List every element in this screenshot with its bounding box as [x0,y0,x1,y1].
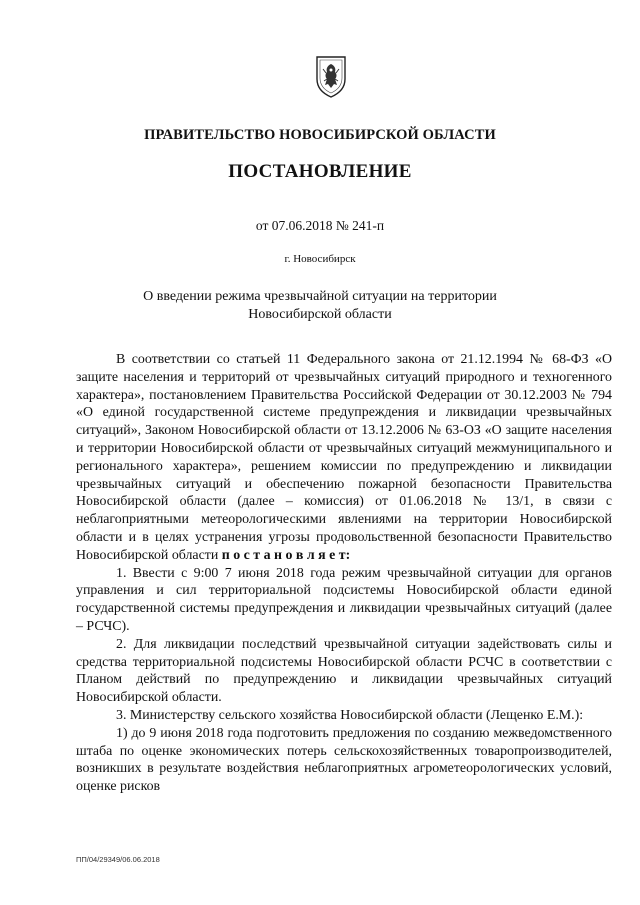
organization-name: ПРАВИТЕЛЬСТВО НОВОСИБИРСКОЙ ОБЛАСТИ [144,127,496,143]
document-subject [0,288,640,324]
footer-code: ПП/04/29349/06.06.2018 [76,855,160,864]
preamble-paragraph [76,351,612,565]
item-1: 1. Ввести с 9:00 7 июня 2018 года режим чрезвычайной ситуации для органов управления и сил территориальной подсистемы Новосибирской области единой государственной системы предупреждения и ликвидации чрезвычайных ситуаций (далее – РСЧС). [76,565,612,634]
document-body [76,351,612,796]
document-type: ПОСТАНОВЛЕНИЕ [228,161,412,182]
item-3: 3. Министерству сельского хозяйства Новосибирской области (Лещенко Е.М.): [116,707,584,723]
coat-of-arms-icon [314,55,348,99]
subject-line-1: О введении режима чрезвычайной ситуации на территории [143,289,497,304]
subject-line-2: Новосибирской области [248,307,392,322]
item-3-1: 1) до 9 июня 2018 года подготовить предложения по созданию межведомственного штаба по оценке экономических потерь сельскохозяйственных товаропроизводителей, возникших в результате воздействия неблагоприятных агрометеорологических условий, оценке рисков [76,725,612,795]
item-2: 2. Для ликвидации последствий чрезвычайной ситуации задействовать силы и средства территориальной подсистемы Новосибирской области РСЧС в соответствии с Планом действий по предупреждению и ликвидации чрезвычайных ситуаций Новосибирской области. [76,636,612,706]
date-number: от 07.06.2018 № 241-п [255,218,385,233]
resolves-word: п о с т а н о в л я е т: [221,547,351,563]
city: г. Новосибирск [284,253,356,265]
preamble-text: В соответствии со статьей 11 Федерального закона от 21.12.1994 № 68-ФЗ «О защите населения и территорий от чрезвычайных ситуаций природного и техногенного характера», постановлением Правительства Российской Федерации от 30.12.2003 № 794 «О единой государственной системе предупреждения и ликвидации чрезвычайных ситуаций», Законом Новосибирской области от 13.12.2006 № 63-ОЗ «О защите населения и территории Новосибирской области от чрезвычайных ситуаций межмуниципального и регионального характера», решением комиссии по предупреждению и ликвидации чрезвычайных ситуаций и обеспечению пожарной безопасности Правительства Новосибирской области (далее – комиссия) от 01.06.2018 № 13/1, в связи с неблагоприятными метеорологическими явлениями на территории Новосибирской области и в целях устранения угрозы продовольственной безопасности Правительство Новосибирской области [76,352,612,563]
